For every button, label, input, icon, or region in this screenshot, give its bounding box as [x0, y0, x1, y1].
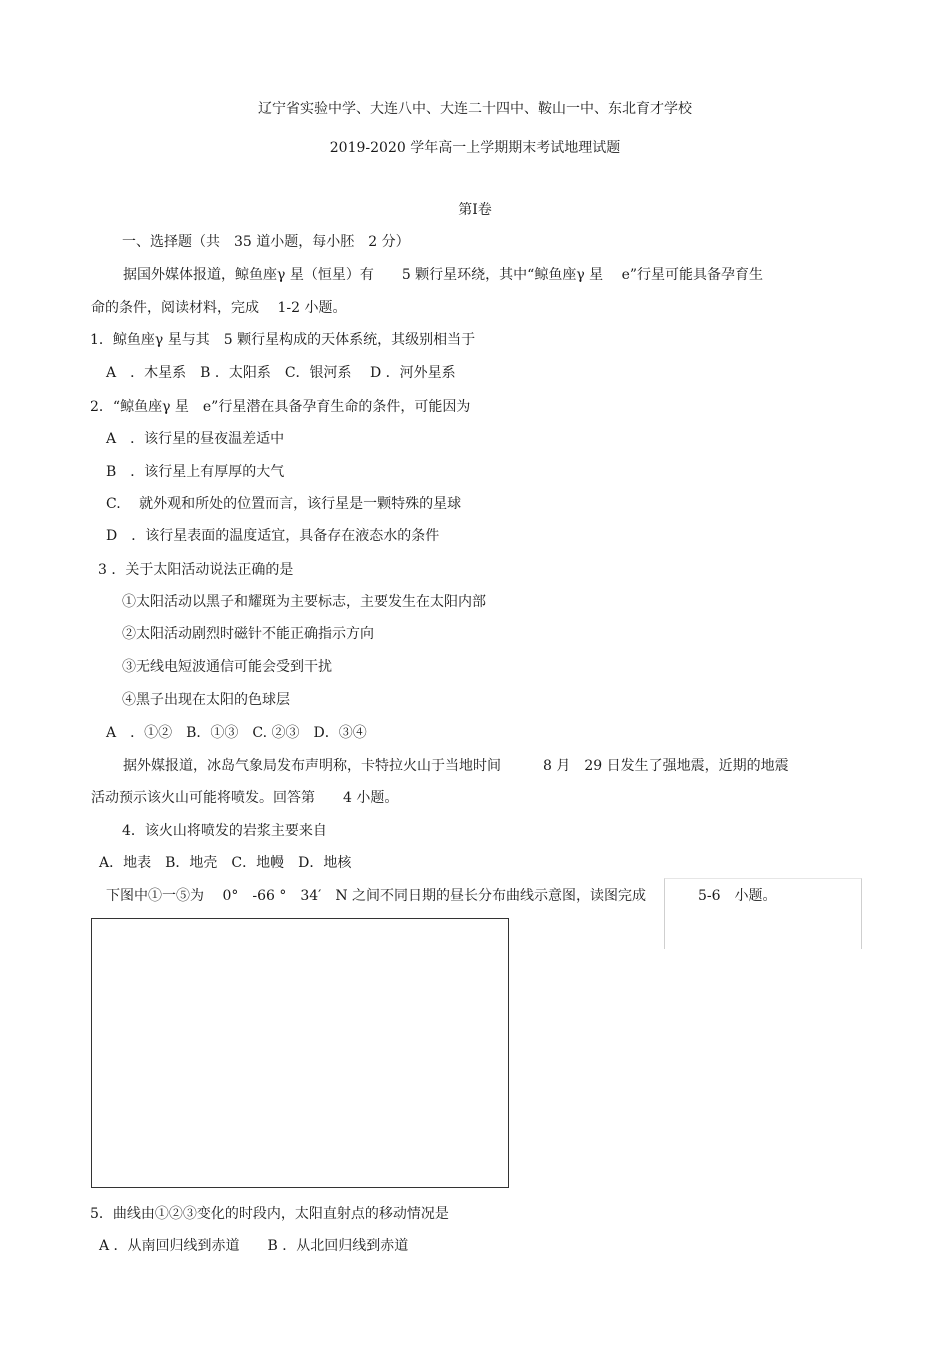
question-3-stem: 3 ．关于太阳活动说法正确的是	[98, 562, 294, 578]
question-4-options: A．地表 B．地壳 C．地幔 D．地核	[99, 855, 352, 871]
question-3-item-1: ①太阳活动以黑子和耀斑为主要标志，主要发生在太阳内部	[122, 594, 486, 610]
question-2-option-b: B ．该行星上有厚厚的大气	[106, 464, 285, 480]
question-3-options: A ．①② B．①③ C. ②③ D．③④	[106, 725, 367, 741]
question-3-item-3: ③无线电短波通信可能会受到干扰	[122, 659, 332, 675]
question-2-option-c: C. 就外观和所处的位置而言，该行星是一颗特殊的星球	[106, 496, 462, 512]
question-5-options: A ．从南回归线到赤道 B ．从北回归线到赤道	[99, 1238, 409, 1254]
passage-3-text: 下图中①一⑤为 0° -66 ° 34′ N 之间不同日期的昼长分布曲线示意图，读图完成	[106, 888, 647, 904]
question-1-stem: 1．鲸鱼座γ 星与其 5 颗行星构成的天体系统，其级别相当于	[90, 332, 476, 348]
question-4-stem: 4．该火山将喷发的岩浆主要来自	[122, 823, 327, 839]
question-2-option-a: A ．该行星的昼夜温差适中	[106, 431, 285, 447]
question-3-item-4: ④黑子出现在太阳的色球层	[122, 692, 290, 708]
question-1-options: A ．木星系 B ．太阳系 C．银河系 D ．河外星系	[106, 365, 456, 381]
question-2-option-d: D ．该行星表面的温度适宜，具备存在液态水的条件	[106, 528, 440, 544]
passage-1-line-2: 命的条件，阅读材料，完成 1-2 小题。	[91, 300, 347, 316]
section-heading: 一、选择题（共 35 道小题，每小胚 2 分）	[122, 234, 410, 250]
question-2-stem: 2．“鲸鱼座γ 星 e”行星潜在具备孕育生命的条件，可能因为	[90, 399, 471, 415]
question-5-stem: 5．曲线由①②③变化的时段内，太阳直射点的移动情况是	[90, 1206, 449, 1222]
passage-1-line-1: 据国外媒体报道，鲸鱼座γ 星（恒星）有 5 颗行星环绕，其中“鲸鱼座γ 星 e”行星可能具备孕育生	[123, 267, 764, 283]
passage-2-line-2: 活动预示该火山可能将喷发。回答第 4 小题。	[91, 790, 399, 806]
exam-title: 2019-2020 学年高一上学期期末考试地理试题	[329, 140, 621, 156]
daylength-figure-placeholder	[91, 918, 509, 1188]
volume-heading: 第Ⅰ卷	[458, 202, 492, 218]
school-names-header: 辽宁省实验中学、大连八中、大连二十四中、鞍山一中、东北育才学校	[258, 101, 692, 117]
question-3-item-2: ②太阳活动剧烈时磁针不能正确指示方向	[122, 626, 374, 642]
passage-3-tail: 5-6 小题。	[698, 888, 777, 904]
passage-2-line-1: 据外媒报道，冰岛气象局发布声明称，卡特拉火山于当地时间 8 月 29 日发生了强地震，近期的地震	[123, 758, 789, 774]
